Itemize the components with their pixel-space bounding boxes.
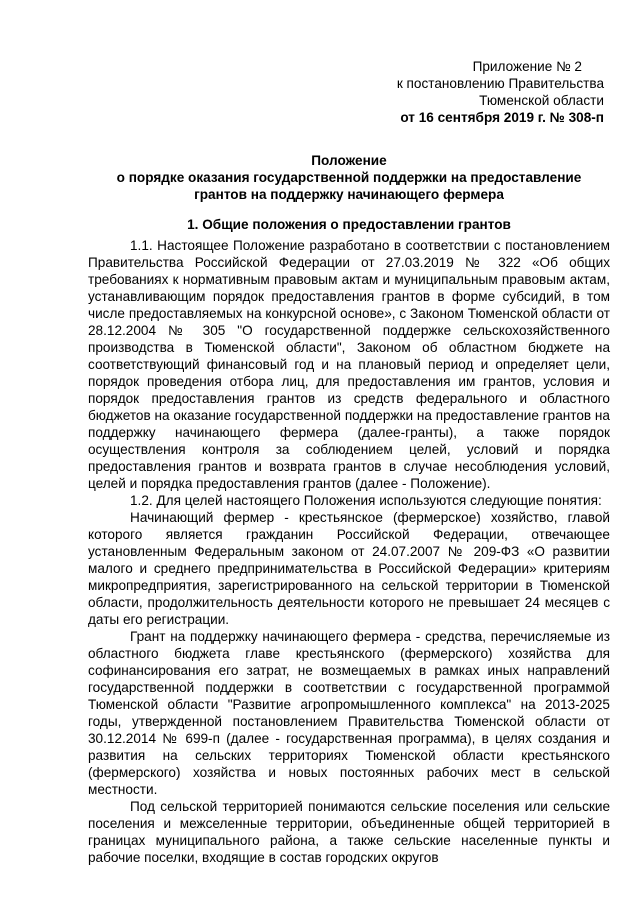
document-title xyxy=(88,152,610,203)
appendix-number: Приложение № 2 xyxy=(472,59,582,74)
document-body xyxy=(88,237,610,866)
appendix-date: от 16 сентября 2019 г. № 308-п xyxy=(400,110,604,125)
appendix-header xyxy=(88,58,610,126)
paragraph-1-1: 1.1. Настоящее Положение разработано в соответствии с постановлением Правительства Российской Федерации от 27.03.2019 № 322 «Об общих требованиях к нормативным правовым актам и муниципальным правовым актам, устанавливающим порядок предоставления грантов в форме субсидий, в том числе предоставляемых на конкурсной основе», с Законом Тюменской области от 28.12.2004 № 305 "О государственной поддержке сельскохозяйственного производства в Тюменской области", Законом об областном бюджете на соответствующий финансовый год и на плановый период и определяет цели, порядок проведения отбора лиц, для предоставления им грантов, условия и порядок предоставления грантов из средств федерального и областного бюджетов на оказание государственной поддержки на предоставление грантов на поддержку начинающего фермера (далее-гранты), а также порядок осуществления контроля за соблюдением целей, условий и порядка предоставления грантов и возврата грантов в случае несоблюдения условий, целей и порядка предоставления грантов (далее - Положение). xyxy=(88,238,610,491)
title-line-3: грантов на поддержку начинающего фермера xyxy=(194,187,504,202)
title-line-2: о порядке оказания государственной поддержки на предоставление xyxy=(116,170,582,185)
paragraph-grant-definition: Грант на поддержку начинающего фермера - средства, перечисляемые из областного бюджета главе крестьянского (фермерского) хозяйства для софинансирования его затрат, не возмещаемых в рамках иных направлений государственной поддержки в соответствии с государственной программой Тюменской области "Развитие агропромышленного комплекса" на 2013-2025 годы, утвержденной постановлением Правительства Тюменской области от 30.12.2014 № 699-п (далее - государственная программа), в целях создания и развития на сельских территориях Тюменской области крестьянского (фермерского) хозяйства и новых постоянных рабочих мест в сельской местности. xyxy=(88,629,610,797)
appendix-reference: к постановлению Правительства xyxy=(396,76,604,91)
paragraph-1-2: 1.2. Для целей настоящего Положения используются следующие понятия: xyxy=(130,493,602,508)
appendix-region: Тюменской области xyxy=(479,93,604,108)
paragraph-beginning-farmer: Начинающий фермер - крестьянское (фермерское) хозяйство, главой которого является гражданин Российской Федерации, отвечающее установленным Федеральным законом от 24.07.2007 № 209-ФЗ «О развитии малого и среднего предпринимательства в Российской Федерации» критериям микропредприятия, зарегистрированного на сельской территории в Тюменской области, продолжительность деятельности которого не превышает 24 месяцев с даты его регистрации. xyxy=(88,510,610,627)
section-heading: 1. Общие положения о предоставлении грантов xyxy=(187,217,511,232)
document-page xyxy=(88,58,610,866)
paragraph-rural-territory: Под сельской территорией понимаются сельские поселения или сельские поселения и межселенные территории, объединенные общей территорией в границах муниципального района, а также сельские населенные пункты и рабочие поселки, входящие в состав городских округов xyxy=(88,799,610,865)
title-line-1: Положение xyxy=(311,153,387,168)
